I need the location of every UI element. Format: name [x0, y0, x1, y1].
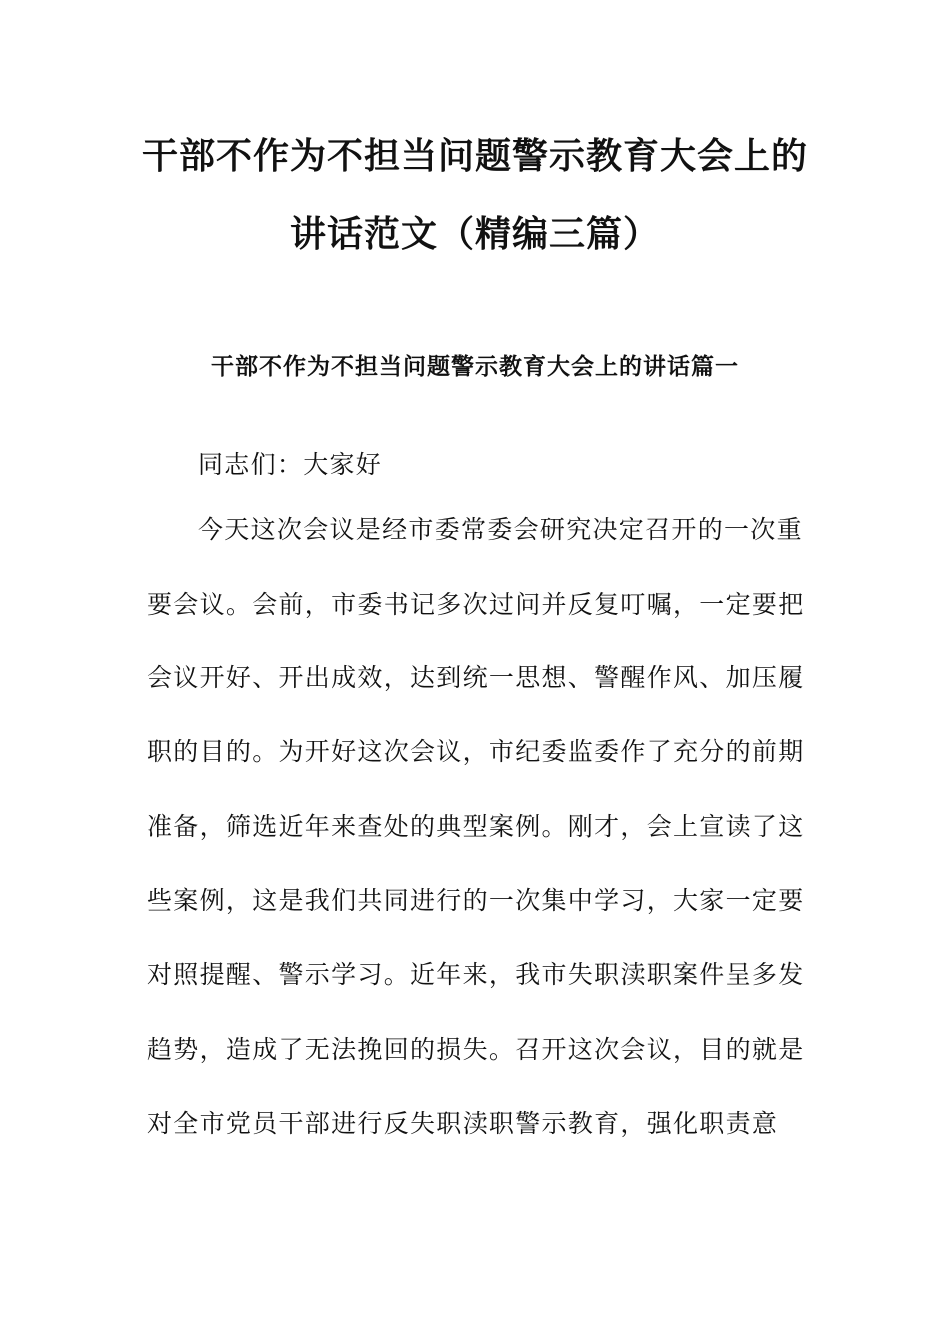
body-line: 职的目的。为开好这次会议，市纪委监委作了充分的前期: [147, 737, 805, 766]
body-line: 些案例，这是我们共同进行的一次集中学习，大家一定要: [147, 886, 805, 915]
section-heading: 干部不作为不担当问题警示教育大会上的讲话篇一: [211, 354, 739, 380]
body-line: 对全市党员干部进行反失职渎职警示教育，强化职责意: [147, 1109, 779, 1138]
document-title-line-2: 讲话范文（精编三篇）: [289, 214, 660, 255]
body-line: 对照提醒、警示学习。近年来，我市失职渎职案件呈多发: [147, 960, 805, 989]
body-line: 会议开好、开出成效，达到统一思想、警醒作风、加压履: [147, 663, 805, 692]
body-line: 准备，筛选近年来查处的典型案例。刚才，会上宣读了这: [147, 812, 805, 841]
body-line: 趋势，造成了无法挽回的损失。召开这次会议，目的就是: [147, 1035, 805, 1064]
salutation: 同志们：大家好: [198, 450, 383, 479]
body-line: 要会议。会前，市委书记多次过问并反复叮嘱，一定要把: [147, 590, 805, 619]
body-line: 今天这次会议是经市委常委会研究决定召开的一次重: [198, 515, 803, 544]
document-title-line-1: 干部不作为不担当问题警示教育大会上的: [141, 136, 808, 177]
